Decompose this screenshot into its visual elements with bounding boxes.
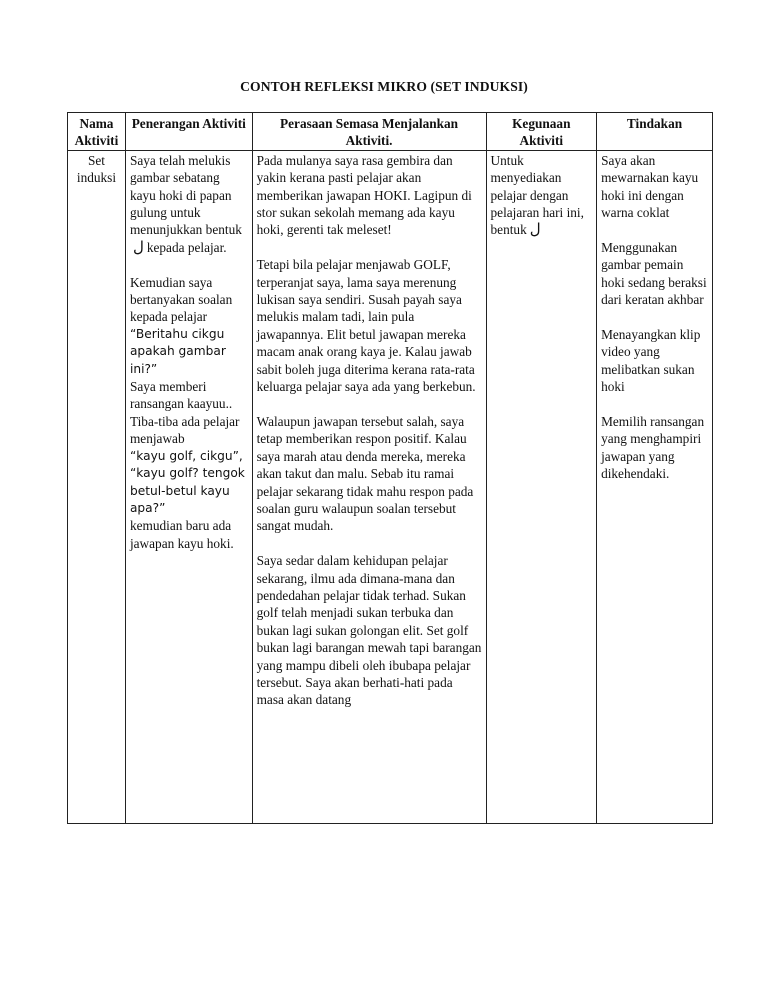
perasaan-para-1: Pada mulanya saya rasa gembira dan yakin kerana pasti pelajar akan memberikan jawapan HOKI. Lagipun di stor sukan sekolah memang ada kayu hoki, gerenti tak meleset!: [256, 152, 472, 238]
tindakan-para-4: Memilih ransangan yang menghampiri jawapan yang dikehendaki.: [601, 413, 705, 482]
cell-nama-aktiviti: Set induksi: [68, 150, 126, 823]
document-title: CONTOH REFLEKSI MIKRO (SET INDUKSI): [240, 79, 528, 94]
penerangan-text-1a: Saya telah melukis gambar sebatang kayu hoki di papan gulung untuk menunjukkan: [129, 152, 232, 238]
penerangan-text-1b: bentuk: [205, 222, 242, 238]
tindakan-para-2: Menggunakan gambar pemain hoki sedang beraksi dari keratan akhbar: [601, 239, 707, 308]
penerangan-para-1: [130, 152, 248, 256]
cell-perasaan: [252, 150, 486, 823]
bentuk-glyph: ل: [132, 237, 144, 256]
header-kegunaan-aktiviti: Kegunaan Aktiviti: [486, 113, 597, 151]
tindakan-para-3: Menayangkan klip video yang melibatkan sukan hoki: [601, 326, 701, 395]
header-penerangan-aktiviti: Penerangan Aktiviti: [125, 113, 252, 151]
kegunaan-glyph: ل: [529, 220, 541, 239]
penerangan-text-2g: kemudian baru ada jawapan kayu hoki.: [129, 518, 234, 551]
header-row: [68, 113, 713, 151]
header-perasaan: Perasaan Semasa Menjalankan Aktiviti.: [252, 113, 486, 151]
penerangan-text-1c: kepada pelajar.: [146, 239, 227, 255]
penerangan-quote-2: “kayu golf, cikgu”,: [129, 448, 243, 463]
penerangan-text-2a: Kemudian saya bertanyakan soalan kepada pelajar: [129, 274, 233, 325]
tindakan-para-1: Saya akan mewarnakan kayu hoki ini dengan warna coklat: [601, 152, 699, 221]
reflection-table: [67, 112, 713, 824]
cell-penerangan: [125, 150, 252, 823]
cell-kegunaan: [486, 150, 597, 823]
penerangan-quote-3: “kayu golf? tengok betul-betul kayu apa?”: [129, 466, 245, 515]
cell-tindakan: [597, 150, 713, 823]
penerangan-para-2: [130, 274, 248, 553]
table-row: [68, 150, 713, 823]
kegunaan-text: Untuk menyediakan pelajar dengan pelajaran hari ini, bentuk: [490, 152, 584, 238]
header-nama-aktiviti: Nama Aktiviti: [68, 113, 126, 151]
header-tindakan: Tindakan: [597, 113, 713, 151]
penerangan-text-2d: Tiba-tiba ada pelajar menjawab: [129, 413, 240, 447]
perasaan-para-4: Saya sedar dalam kehidupan pelajar sekarang, ilmu ada dimana-mana dan pendedahan pelajar tidak terhad. Sukan golf telah menjadi sukan terbuka dan bukan lagi sukan golongan elit. Set golf bukan lagi barangan mewah tapi barangan yang mampu dibeli oleh ibubapa pelajar tersebut. Saya akan berhati-hati pada masa akan datang: [256, 553, 482, 708]
perasaan-para-3: Walaupun jawapan tersebut salah, saya tetap memberikan respon positif. Kalau saya marah atau denda mereka, mereka akan takut dan malu. Sebab itu ramai pelajar sekarang tidak mahu respon pada soalan guru walaupun soalan tersebut sangat mudah.: [256, 413, 474, 534]
penerangan-quote-1: “Beritahu cikgu apakah gambar ini?”: [129, 326, 226, 376]
penerangan-text-2c: Saya memberi ransangan kaayuu..: [129, 379, 233, 412]
perasaan-para-2: Tetapi bila pelajar menjawab GOLF, terperanjat saya, lama saya merenung lukisan saya sendiri. Susah payah saya melukis malam tadi, lain pula jawapannya. Elit betul jawapan mereka macam anak orang kaya je. Kalau jawab sabit boleh juga diterima kerana rata-rata keluarga pelajar saya ada yang berkebun.: [256, 257, 476, 395]
